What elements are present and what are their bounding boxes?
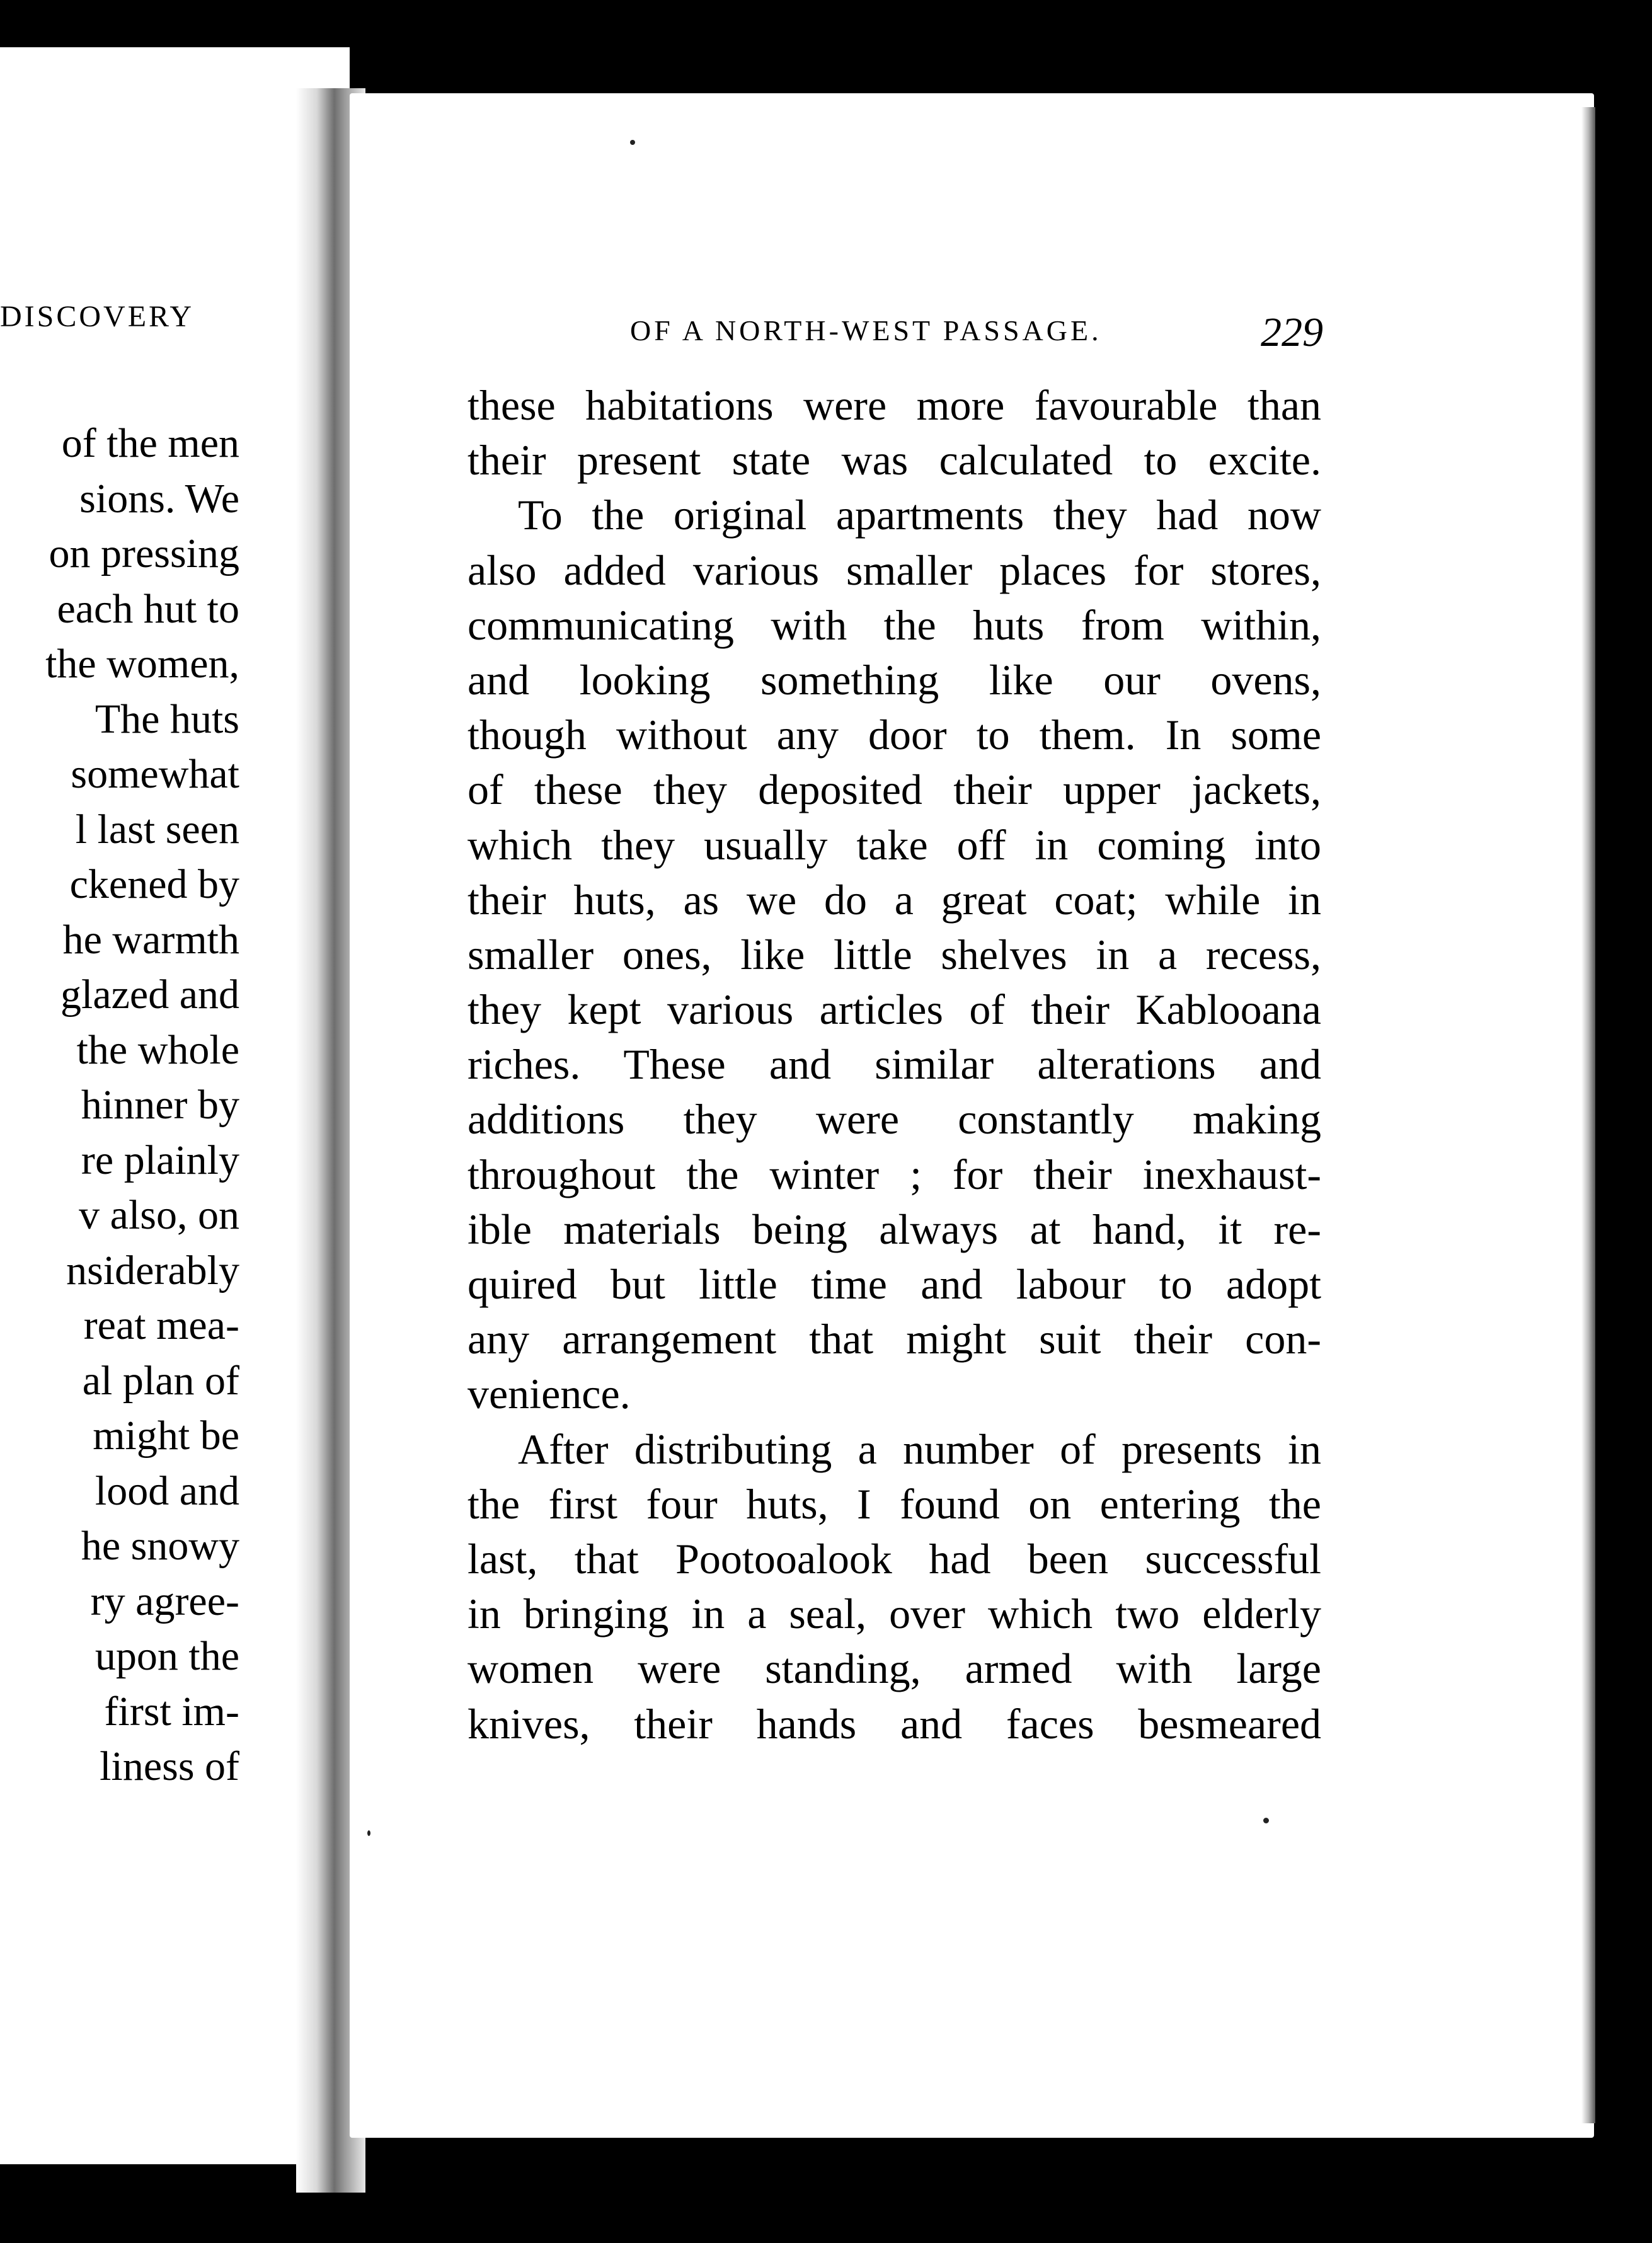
left-text-line: of the men <box>61 420 239 466</box>
ink-speck <box>367 1830 370 1836</box>
left-text-line: nsiderably <box>66 1247 239 1294</box>
text-line: knives, their hands and faces besmeared <box>467 1699 1321 1748</box>
left-text-line: somewhat <box>71 751 239 797</box>
text-line: the first four huts, I found on entering the <box>467 1479 1321 1528</box>
left-text-line: he snowy <box>81 1523 239 1569</box>
left-text-line: re plainly <box>81 1137 239 1183</box>
text-line: communicating with the huts from within, <box>467 600 1321 649</box>
left-text-line: each hut to <box>57 585 239 632</box>
text-line: women were standing, armed with large <box>467 1644 1321 1693</box>
left-text-line: upon the <box>95 1633 239 1679</box>
left-text-line: on pressing <box>49 531 239 577</box>
text-line: ible materials being always at hand, it re- <box>467 1205 1321 1253</box>
left-page-text <box>0 416 239 1794</box>
text-line: smaller ones, like little shelves in a recess, <box>467 930 1321 978</box>
left-text-line: glazed and <box>60 972 239 1018</box>
page-number: 229 <box>1261 309 1323 355</box>
ink-speck <box>630 140 635 145</box>
text-line: and looking something like our ovens, <box>467 655 1321 704</box>
left-text-line: al plan of <box>82 1357 239 1404</box>
running-title: OF A NORTH-WEST PASSAGE. <box>630 314 1102 347</box>
text-line: their huts, as we do a great coat; while in <box>467 875 1321 924</box>
left-text-line: liness of <box>100 1743 239 1789</box>
text-line: these habitations were more favourable than <box>467 381 1321 429</box>
left-text-line: v also, on <box>79 1192 239 1238</box>
text-line: After distributing a number of presents in <box>518 1425 1321 1473</box>
left-text-line: l last seen <box>75 806 239 852</box>
text-line: though without any door to them. In some <box>467 711 1321 759</box>
text-line: additions they were constantly making <box>467 1095 1321 1144</box>
left-text-line: lood and <box>95 1467 239 1514</box>
text-line: of these they deposited their upper jackets, <box>467 766 1321 814</box>
running-head <box>630 309 1323 353</box>
text-line: they kept various articles of their Kablooana <box>467 985 1321 1034</box>
text-line: venience. <box>467 1370 631 1418</box>
left-text-line: ry agree- <box>90 1578 239 1624</box>
text-line: in bringing in a seal, over which two elderly <box>467 1590 1321 1638</box>
text-line: which they usually take off in coming into <box>467 820 1321 869</box>
text-line: quired but little time and labour to adopt <box>467 1260 1321 1308</box>
text-line: also added various smaller places for stores, <box>467 546 1321 594</box>
left-text-line: first im- <box>104 1688 239 1735</box>
body-text <box>467 378 1321 1752</box>
left-running-head: DISCOVERY <box>0 300 195 333</box>
text-line: throughout the winter ; for their inexhaust- <box>467 1150 1321 1198</box>
text-line: To the original apartments they had now <box>518 491 1321 539</box>
left-text-line: The huts <box>95 696 239 742</box>
left-text-line: the whole <box>76 1026 239 1073</box>
left-text-line: might be <box>93 1413 239 1459</box>
left-text-line: ckened by <box>69 861 239 907</box>
left-text-line: he warmth <box>62 916 239 963</box>
text-line: riches. These and similar alterations and <box>467 1040 1321 1089</box>
ink-speck <box>1263 1818 1269 1823</box>
text-line: any arrangement that might suit their con- <box>467 1315 1321 1363</box>
left-text-line: reat mea- <box>83 1302 239 1348</box>
text-line: their present state was calculated to excite. <box>467 436 1321 485</box>
left-text-line: hinner by <box>81 1082 239 1128</box>
page-edge <box>1581 107 1595 2123</box>
text-line: last, that Pootooalook had been successful <box>467 1534 1321 1583</box>
left-text-line: the women, <box>45 641 239 687</box>
left-text-line: sions. We <box>79 475 239 522</box>
